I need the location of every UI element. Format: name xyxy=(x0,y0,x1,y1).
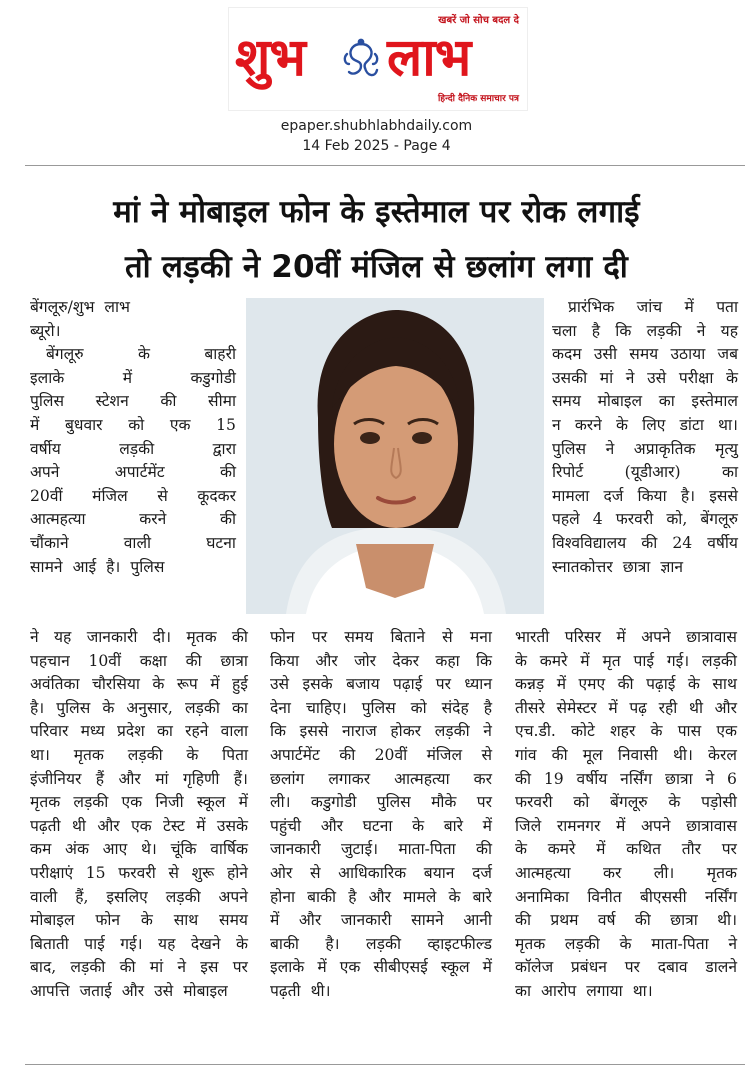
article-line: मामला दर्ज किया है। इससे xyxy=(552,486,738,505)
article-line: ने यह जानकारी दी। मृतक की xyxy=(30,628,248,646)
article-column-2 xyxy=(270,626,492,1004)
article-line: है। पुलिस के अनुसार, लड़की का xyxy=(30,698,248,717)
article-line: प्रारंभिक जांच में पता xyxy=(568,298,738,316)
date-page: 14 Feb 2025 - Page 4 xyxy=(302,138,451,154)
article-line: पुलिस ने अप्राकृतिक मृत्यु xyxy=(552,439,738,458)
article-line: आत्महत्या कर ली। मृतक xyxy=(515,863,737,882)
article-line: देना चाहिए। पुलिस को संदेह है xyxy=(270,698,492,717)
article-line: ली। कडुगोडी पुलिस मौके पर xyxy=(270,793,492,812)
masthead-subtitle: हिन्दी दैनिक समाचार पत्र xyxy=(437,94,519,104)
article-line: किया और जोर देकर कहा कि xyxy=(270,651,492,670)
article-line: इलाके में एक सीबीएसई स्कूल में xyxy=(270,958,492,977)
article-line: कि इससे नाराज होकर लड़की ने xyxy=(270,722,492,741)
article-line: रिपोर्ट (यूडीआर) का xyxy=(552,463,738,482)
article-line: के कमरे में मृत पाई गई। लड़की xyxy=(515,651,737,670)
masthead xyxy=(229,8,527,110)
article-line: न करने के लिए डांटा था। xyxy=(552,415,738,434)
article-column-3-top xyxy=(552,296,738,579)
article-line: गांव की मूल निवासी थी। केरल xyxy=(515,745,737,764)
article-line: था। मृतक लड़की के पिता xyxy=(30,745,248,764)
article-line: चला है कि लड़की ने यह xyxy=(552,321,738,340)
article-line: का आरोप लगाया था। xyxy=(515,981,653,1000)
article-line: जिले रामनगर में अपने छात्रावास xyxy=(515,816,737,835)
article-line: स्नातकोत्तर छात्रा ज्ञान xyxy=(552,557,684,576)
article-line: के कमरे में कथित तौर पर xyxy=(515,840,737,859)
article-line: इलाके में कडुगोडी xyxy=(30,368,236,387)
article-line: पहले 4 फरवरी को, बेंगलूरु xyxy=(552,510,738,529)
article-line: मृतक लड़की के माता-पिता ने xyxy=(515,934,737,953)
article-line: बेंगलूरु के बाहरी xyxy=(46,345,236,364)
masthead-name-part1: शुभ xyxy=(235,28,305,88)
article-line: तीसरे सेमेस्टर में पढ़ रही थी और xyxy=(515,698,737,717)
ganesha-logo-icon xyxy=(339,38,383,84)
article-line: फोन पर समय बिताने से मना xyxy=(270,628,492,646)
masthead-name-part2: लाभ xyxy=(387,28,471,88)
source-url: epaper.shubhlabhdaily.com xyxy=(280,118,473,134)
headline-line1: मां ने मोबाइल फोन के इस्तेमाल पर रोक लगाई xyxy=(113,194,640,230)
article-line: कम अंक आए थे। चूंकि वार्षिक xyxy=(30,840,248,859)
article-line: बाकी है। लड़की व्हाइटफील्ड xyxy=(270,934,492,953)
headline-line2: तो लड़की ने 20वीं मंजिल से छलांग लगा दी xyxy=(124,249,629,285)
article-line: एच.डी. कोटे शहर के पास एक xyxy=(515,722,737,741)
header-divider xyxy=(25,165,745,166)
article-line: पुलिस स्टेशन की सीमा xyxy=(30,392,236,411)
article-line: सामने आई है। पुलिस xyxy=(30,557,165,576)
article-line: चौंकाने वाली घटना xyxy=(30,533,236,552)
article-line: आपत्ति जताई और उसे मोबाइल xyxy=(30,981,228,1000)
article-line: पहचान 10वीं कक्षा की छात्रा xyxy=(30,651,248,670)
article-line: पढ़ती थी। xyxy=(270,981,331,1000)
article-line: वाली हैं, इसलिए लड़की अपने xyxy=(30,887,248,906)
article-column-1-bottom xyxy=(30,626,248,1004)
article-line: ब्यूरो। xyxy=(30,321,61,340)
article-line: पढ़ती थी और एक टेस्ट में उसके xyxy=(30,816,248,835)
article-column-1-top xyxy=(30,296,236,579)
article-line: मृतक लड़की एक निजी स्कूल में xyxy=(30,793,248,812)
article-line: परिवार मध्य प्रदेश का रहने वाला xyxy=(30,722,248,741)
article-line: अनामिका विनीत बीएससी नर्सिंग xyxy=(515,887,737,906)
article-line: ओर से आधिकारिक बयान दर्ज xyxy=(270,863,492,882)
article-line: की 19 वर्षीय नर्सिंग छात्रा ने 6 xyxy=(515,769,737,788)
article-line: भारती परिसर में अपने छात्रावास xyxy=(515,628,737,646)
article-line: परीक्षाएं 15 फरवरी से शुरू होने xyxy=(30,863,248,882)
article-line: वर्षीय लड़की द्वारा xyxy=(30,439,236,458)
article-line: अपार्टमेंट की 20वीं मंजिल से xyxy=(270,745,492,764)
article-line: अवंतिका चौरसिया के रूप में हुई xyxy=(30,675,248,694)
masthead-tagline: खबरें जो सोच बदल दे xyxy=(438,15,519,26)
article-line: बिताती पाई गई। यह देखने के xyxy=(30,934,248,953)
article-line: उसे इसके बजाय पढ़ाई पर ध्यान xyxy=(270,675,492,694)
article-line: जानकारी जुटाई। माता-पिता की xyxy=(270,840,492,859)
article-line: छलांग लगाकर आत्महत्या कर xyxy=(270,769,492,788)
article-line: 20वीं मंजिल से कूदकर xyxy=(30,486,236,505)
article-line: विश्वविद्यालय की 24 वर्षीय xyxy=(552,533,738,552)
article-column-3-bottom xyxy=(515,626,737,1004)
article-line: कदम उसी समय उठाया जब xyxy=(552,345,738,364)
article-line: अपने अपार्टमेंट की xyxy=(30,463,236,482)
article-line: इंजीनियर हैं और मां गृहिणी हैं। xyxy=(30,769,248,788)
article-line: की प्रथम वर्ष की छात्रा थी। xyxy=(515,911,737,930)
footer-divider xyxy=(25,1064,745,1065)
article-line: होना बाकी है और मामले के बारे xyxy=(270,887,492,906)
article-line: बेंगलूरु/शुभ लाभ xyxy=(30,298,130,316)
article-line: मोबाइल फोन के साथ समय xyxy=(30,911,248,930)
article-line: में और जानकारी सामने आनी xyxy=(270,911,492,930)
article-line: कन्नड़ में एमए की पढ़ाई के साथ xyxy=(515,675,737,694)
article-line: पहुंची और घटना के बारे में xyxy=(270,816,492,835)
article-line: उसकी मां ने उसे परीक्षा के xyxy=(552,368,738,387)
article-line: आत्महत्या करने की xyxy=(30,510,236,529)
article-line: समय मोबाइल का इस्तेमाल xyxy=(552,392,738,411)
article-line: फरवरी को बेंगलूरु के पड़ोसी xyxy=(515,793,737,812)
article-line: में बुधवार को एक 15 xyxy=(30,415,236,434)
girl-portrait-photo-icon xyxy=(246,298,544,614)
article-line: कॉलेज प्रबंधन पर दबाव डालने xyxy=(515,958,737,977)
article-line: बाद, लड़की की मां ने इस पर xyxy=(30,958,248,977)
